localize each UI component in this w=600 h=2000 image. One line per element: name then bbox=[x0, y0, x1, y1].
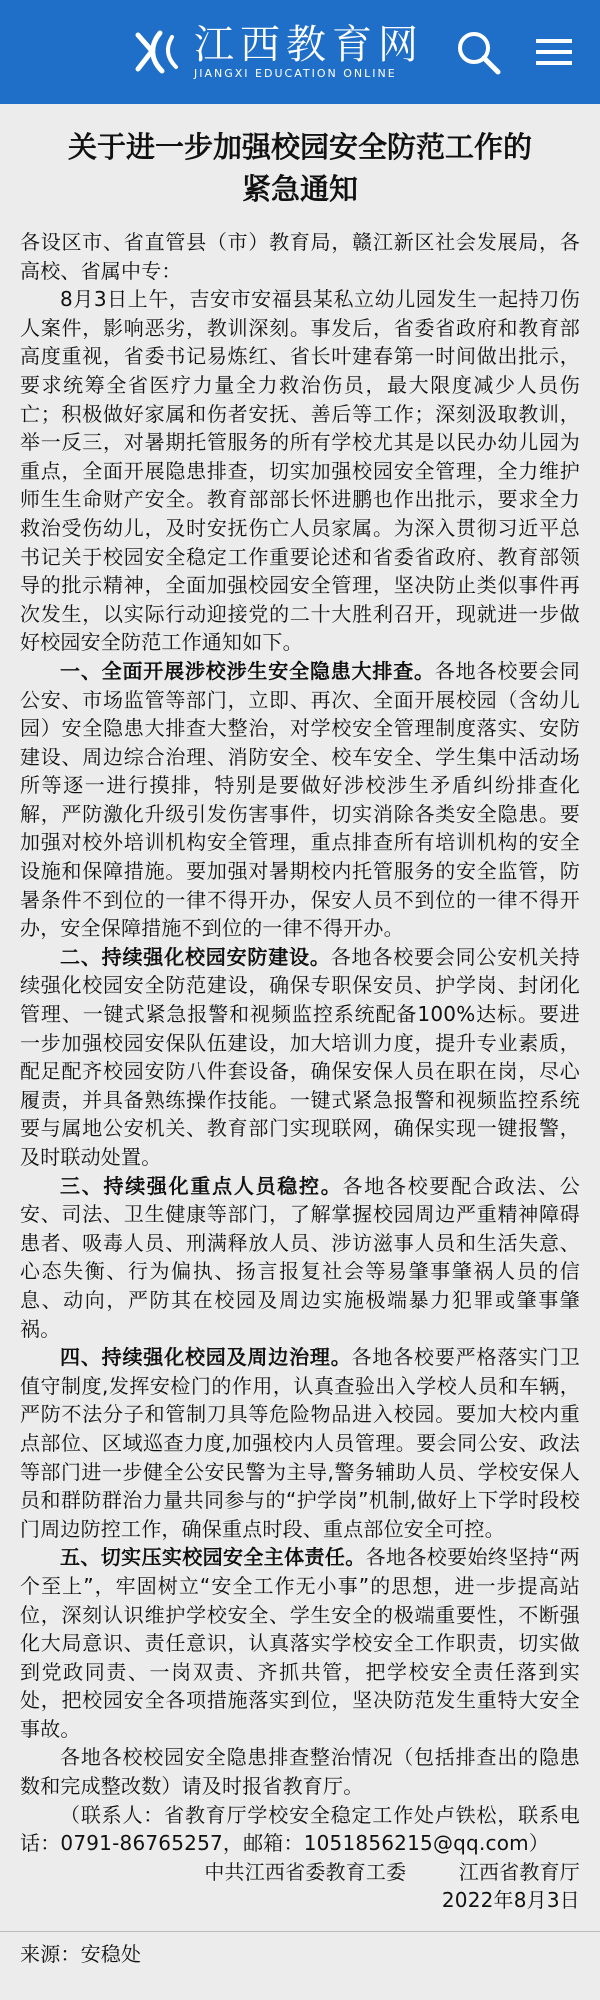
section-2 bbox=[20, 943, 580, 1172]
title-line-1: 关于进一步加强校园安全防范工作的 bbox=[67, 130, 532, 164]
section-5 bbox=[20, 1543, 580, 1743]
article-title bbox=[20, 126, 580, 210]
section-5-body: 各地各校要始终坚持“两个至上”，牢固树立“安全工作无小事”的思想，进一步提高站位，深刻认识维护学校安全、学生安全的极端重要性，不断强化大局意识、责任意识，认真落实学校安全工作职责，切实做到党政同责、一岗双责、齐抓共管，把学校安全责任落到实处，把校园安全各项措施落实到位，坚决防范发生重特大安全事故。 bbox=[20, 1545, 581, 1741]
section-4-heading: 四、持续强化校园及周边治理。 bbox=[60, 1345, 352, 1370]
section-2-heading: 二、持续强化校园安防建设。 bbox=[60, 944, 331, 969]
section-2-body: 各地各校要会同公安机关持续强化校园安全防范建设，确保专职保安员、护学岗、封闭化管理、一键式紧急报警和视频监控系统配备100%达标。要进一步加强校园安保队伍建设，加大培训力度，提升专业素质，配足配齐校园安防八件套设备，确保安保人员在职在岗，尽心履责，并具备熟练操作技能。一键式紧急报警和视频监控系统要与属地公安机关、教育部门实现联网，确保实现一键报警，及时联动处置。 bbox=[20, 944, 580, 1169]
section-4 bbox=[20, 1343, 580, 1543]
section-5-heading: 五、切实压实校园安全主体责任。 bbox=[60, 1545, 366, 1570]
section-3 bbox=[20, 1172, 580, 1344]
logo-chinese-text: 江西教育网 bbox=[194, 22, 424, 68]
title-line-2: 紧急通知 bbox=[241, 172, 358, 206]
salutation: 各设区市、省直管县（市）教育局，赣江新区社会发展局，各高校、省属中专： bbox=[20, 230, 580, 283]
menu-button[interactable] bbox=[528, 26, 580, 78]
section-1-body: 各地各校要会同公安、市场监管等部门，立即、再次、全面开展校园（含幼儿园）安全隐患大排查大整治，对学校安全管理制度落实、安防建设、周边综合治理、消防安全、校车安全、学生集中活动场所等逐一进行摸排，特别是要做好涉校涉生矛盾纠纷排查化解，严防激化升级引发伤害事件，切实消除各类安全隐患。要加强对校外培训机构安全管理，重点排查所有培训机构的安全设施和保障措施。要加强对暑期校内托管服务的安全监管，防暑条件不到位的一律不得开办，保安人员不到位的一律不得开办，安全保障措施不到位的一律不得开办。 bbox=[20, 658, 580, 941]
section-1 bbox=[20, 657, 580, 943]
closing-paragraph: 各地各校校园安全隐患排查整治情况（包括排查出的隐患数和完成整改数）请及时报省教育厅。 bbox=[20, 1745, 580, 1799]
issue-date: 2022年8月3日 bbox=[441, 1888, 580, 1913]
section-1-heading: 一、全面开展涉校涉生安全隐患大排查。 bbox=[60, 658, 435, 683]
site-header bbox=[0, 0, 600, 104]
source-line: 来源：安稳处 bbox=[20, 1942, 142, 1967]
divider bbox=[0, 1931, 600, 1932]
site-logo[interactable] bbox=[130, 23, 424, 81]
search-button[interactable] bbox=[452, 26, 504, 78]
logo-mark-icon bbox=[130, 25, 184, 79]
paragraph-intro: 8月3日上午，吉安市安福县某私立幼儿园发生一起持刀伤人案件，影响恶劣，教训深刻。事发后，省委省政府和教育部高度重视，省委书记易炼红、省长叶建春第一时间做出批示，要求统筹全省医疗力量全力救治伤员，最大限度减少人员伤亡；积极做好家属和伤者安抚、善后等工作；深刻汲取教训，举一反三，对暑期托管服务的所有学校尤其是以民办幼儿园为重点，全面开展隐患排查，切实加强校园安全管理，全力维护师生生命财产安全。教育部部长怀进鹏也作出批示，要求全力救治受伤幼儿，及时安抚伤亡人员家属。为深入贯彻习近平总书记关于校园安全稳定工作重要论述和省委省政府、教育部领导的批示精神，全面加强校园安全管理，坚决防止类似事件再次发生，以实际行动迎接党的二十大胜利召开，现就进一步做好校园安全防范工作通知如下。 bbox=[20, 287, 580, 655]
section-4-body: 各地各校要严格落实门卫值守制度,发挥安检门的作用，认真查验出入学校人员和车辆，严防不法分子和管制刀具等危险物品进入校园。要加大校内重点部位、区域巡查力度,加强校内人员管理。要会同公安、政法等部门进一步健全公安民警为主导,警务辅助人员、学校安保人员和群防群治力量共同参与的“护学岗”机制,做好上下学时段校门周边防控工作，确保重点时段、重点部位安全可控。 bbox=[20, 1345, 580, 1541]
signers: 中共江西省委教育工委 江西省教育厅 bbox=[204, 1859, 580, 1884]
menu-icon bbox=[536, 37, 572, 67]
contact-info: （联系人：省教育厅学校安全稳定工作处卢铁松，联系电话：0791-86765257，邮箱：1051856215@qq.com） bbox=[20, 1802, 580, 1856]
article-body bbox=[0, 104, 600, 1969]
section-3-heading: 三、持续强化重点人员稳控。 bbox=[60, 1173, 343, 1198]
logo-english-text: JIANGXI EDUCATION ONLINE bbox=[194, 67, 397, 80]
section-3-body: 各地各校要配合政法、公安、司法、卫生健康等部门，了解掌握校园周边严重精神障碍患者、吸毒人员、刑满释放人员、涉访滋事人员和生活失意、心态失衡、行为偏执、扬言报复社会等易肇事肇祸人员的信息、动向，严防其在校园及周边实施极端暴力犯罪或肇事肇祸。 bbox=[20, 1173, 580, 1341]
search-icon bbox=[454, 28, 502, 76]
